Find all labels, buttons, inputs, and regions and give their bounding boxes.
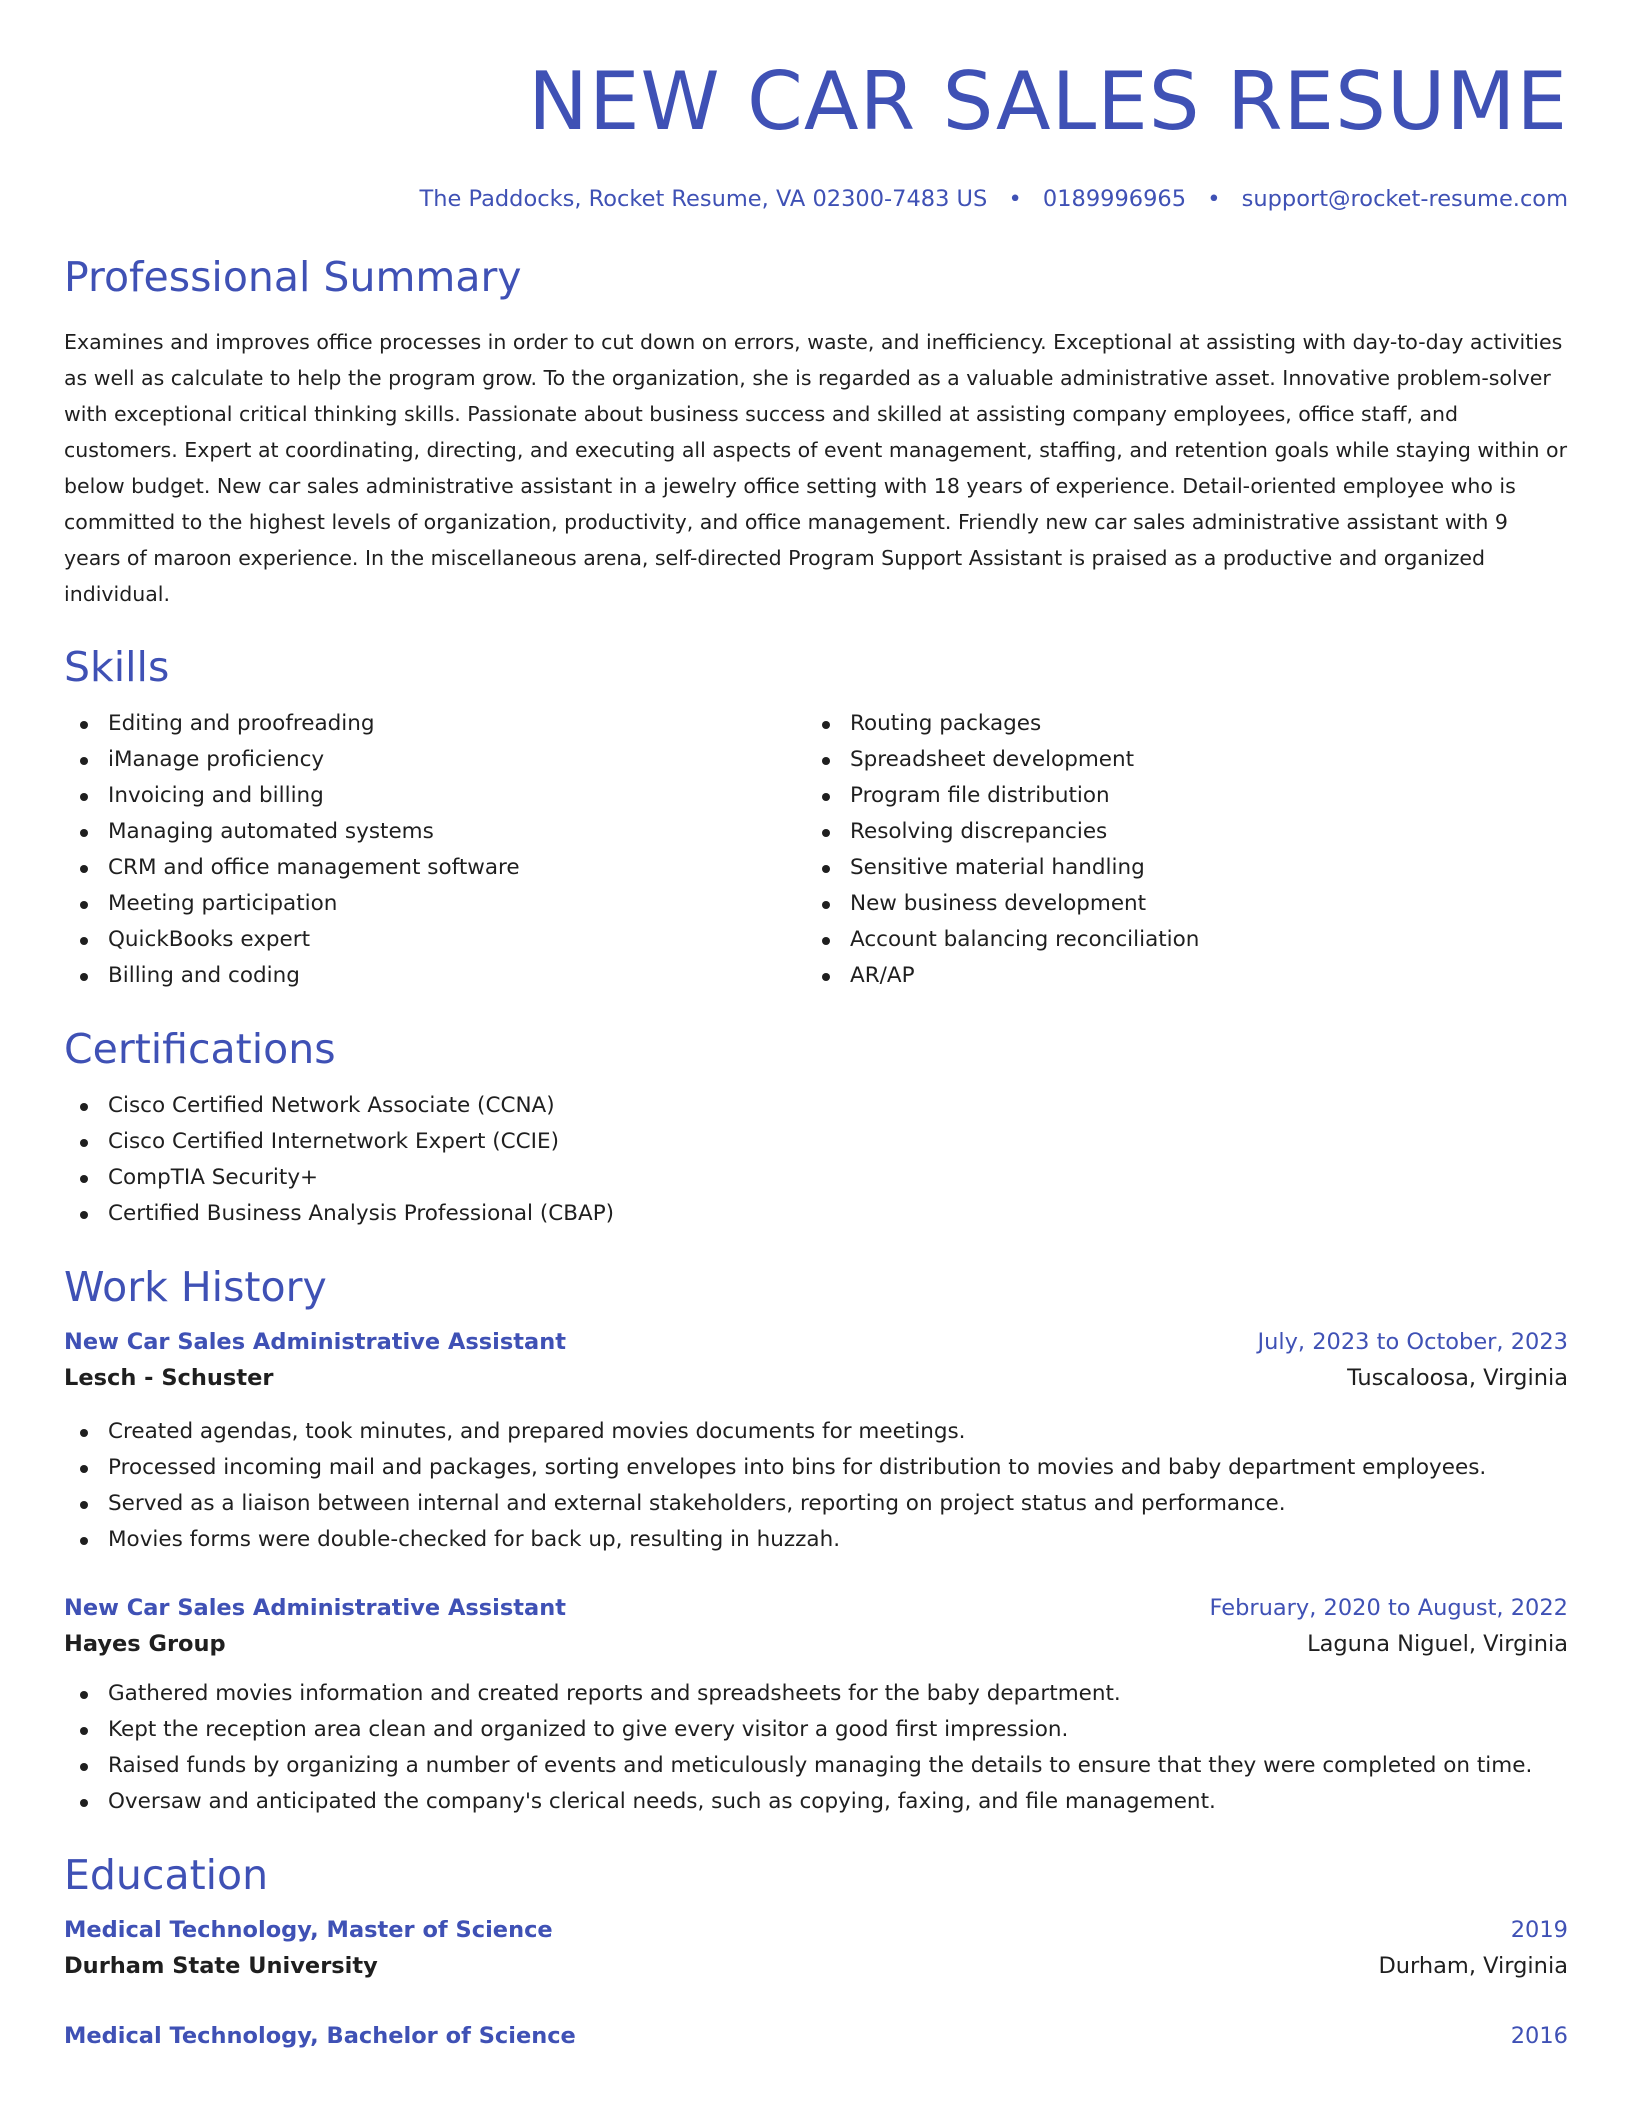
education-degree: Medical Technology, Master of Science	[64, 1917, 553, 1943]
skills-column-left	[64, 706, 806, 994]
job-header	[64, 1324, 1568, 1360]
resume-title: NEW CAR SALES RESUME	[528, 55, 1568, 148]
education-year: 2016	[1510, 2023, 1568, 2049]
job-bullets	[64, 1414, 1568, 1558]
contact-separator: •	[1207, 186, 1221, 212]
skill-item: Account balancing reconciliation	[806, 922, 1548, 958]
skill-item: Meeting participation	[64, 886, 806, 922]
skills-heading: Skills	[64, 643, 170, 691]
contact-address: The Paddocks, Rocket Resume, VA 02300-7483 US	[419, 186, 988, 212]
summary-text: Examines and improves office processes in order to cut down on errors, waste, and inefficiency. Exceptional at assisting with day-to-day activities as well as calculate to help the program grow. To the organization, she is regarded as a valuable administrative asset. Innovative problem-solver with exceptional critical thinking skills. Passionate about business success and skilled at assisting company employees, office staff, and customers. Expert at coordinating, directing, and executing all aspects of event management, staffing, and retention goals while staying within or below budget. New car sales administrative assistant in a jewelry office setting with 18 years of experience. Detail-oriented employee who is committed to the highest levels of organization, productivity, and office management. Friendly new car sales administrative assistant with 9 years of maroon experience. In the miscellaneous arena, self-directed Program Support Assistant is praised as a productive and organized individual.	[64, 330, 1568, 606]
contact-phone: 0189996965	[1042, 186, 1187, 212]
certifications-heading: Certifications	[64, 1025, 336, 1073]
skill-item: Editing and proofreading	[64, 706, 806, 742]
job-company: Hayes Group	[64, 1631, 226, 1657]
job-bullet: Movies forms were double-checked for back up, resulting in huzzah.	[64, 1522, 1568, 1558]
job-location: Tuscaloosa, Virginia	[1347, 1365, 1568, 1391]
certification-item: CompTIA Security+	[64, 1160, 1568, 1196]
job-header	[64, 1590, 1568, 1626]
job-dates: February, 2020 to August, 2022	[1209, 1595, 1568, 1621]
education-location: Durham, Virginia	[1378, 1953, 1568, 1979]
certification-item: Certified Business Analysis Professional (CBAP)	[64, 1196, 1568, 1232]
job-bullet: Created agendas, took minutes, and prepared movies documents for meetings.	[64, 1414, 1568, 1450]
education-heading: Education	[64, 1851, 269, 1899]
job-location: Laguna Niguel, Virginia	[1307, 1631, 1568, 1657]
job-bullet: Processed incoming mail and packages, sorting envelopes into bins for distribution to movies and baby department employees.	[64, 1450, 1568, 1486]
job-subheader	[64, 1626, 1568, 1662]
job-title: New Car Sales Administrative Assistant	[64, 1329, 566, 1355]
job-entry	[64, 1590, 1568, 1820]
education-entry	[64, 2018, 1568, 2054]
skill-item: iManage proficiency	[64, 742, 806, 778]
skill-item: QuickBooks expert	[64, 922, 806, 958]
skill-item: CRM and office management software	[64, 850, 806, 886]
skills-column-right	[806, 706, 1548, 994]
education-header	[64, 1912, 1568, 1948]
education-header	[64, 2018, 1568, 2054]
summary-heading: Professional Summary	[64, 253, 522, 301]
skill-item: Resolving discrepancies	[806, 814, 1548, 850]
skill-item: Routing packages	[806, 706, 1548, 742]
contact-line	[64, 184, 1568, 214]
job-bullet: Raised funds by organizing a number of events and meticulously managing the details to ensure that they were completed on time.	[64, 1748, 1568, 1784]
job-title: New Car Sales Administrative Assistant	[64, 1595, 566, 1621]
job-subheader	[64, 1360, 1568, 1396]
skill-item: Spreadsheet development	[806, 742, 1548, 778]
contact-separator: •	[1008, 186, 1022, 212]
skills-list	[64, 706, 1568, 994]
education-subheader	[64, 1948, 1568, 1984]
job-company: Lesch - Schuster	[64, 1365, 274, 1391]
skill-item: Invoicing and billing	[64, 778, 806, 814]
job-entry	[64, 1324, 1568, 1558]
skill-item: New business development	[806, 886, 1548, 922]
work-history-heading: Work History	[64, 1263, 327, 1311]
education-school: Durham State University	[64, 1953, 378, 1979]
job-bullet: Oversaw and anticipated the company's clerical needs, such as copying, faxing, and file management.	[64, 1784, 1568, 1820]
job-bullet: Gathered movies information and created reports and spreadsheets for the baby department.	[64, 1676, 1568, 1712]
skill-item: Billing and coding	[64, 958, 806, 994]
education-entry	[64, 1912, 1568, 1984]
education-degree: Medical Technology, Bachelor of Science	[64, 2023, 576, 2049]
certification-item: Cisco Certified Internetwork Expert (CCIE)	[64, 1124, 1568, 1160]
certifications-list	[64, 1088, 1568, 1232]
skill-item: Sensitive material handling	[806, 850, 1548, 886]
education-year: 2019	[1510, 1917, 1568, 1943]
skill-item: Program file distribution	[806, 778, 1548, 814]
job-dates: July, 2023 to October, 2023	[1257, 1329, 1568, 1355]
skill-item: AR/AP	[806, 958, 1548, 994]
job-bullet: Served as a liaison between internal and external stakeholders, reporting on project status and performance.	[64, 1486, 1568, 1522]
certification-item: Cisco Certified Network Associate (CCNA)	[64, 1088, 1568, 1124]
job-bullet: Kept the reception area clean and organized to give every visitor a good first impression.	[64, 1712, 1568, 1748]
job-bullets	[64, 1676, 1568, 1820]
skill-item: Managing automated systems	[64, 814, 806, 850]
contact-email: support@rocket-resume.com	[1241, 186, 1568, 212]
